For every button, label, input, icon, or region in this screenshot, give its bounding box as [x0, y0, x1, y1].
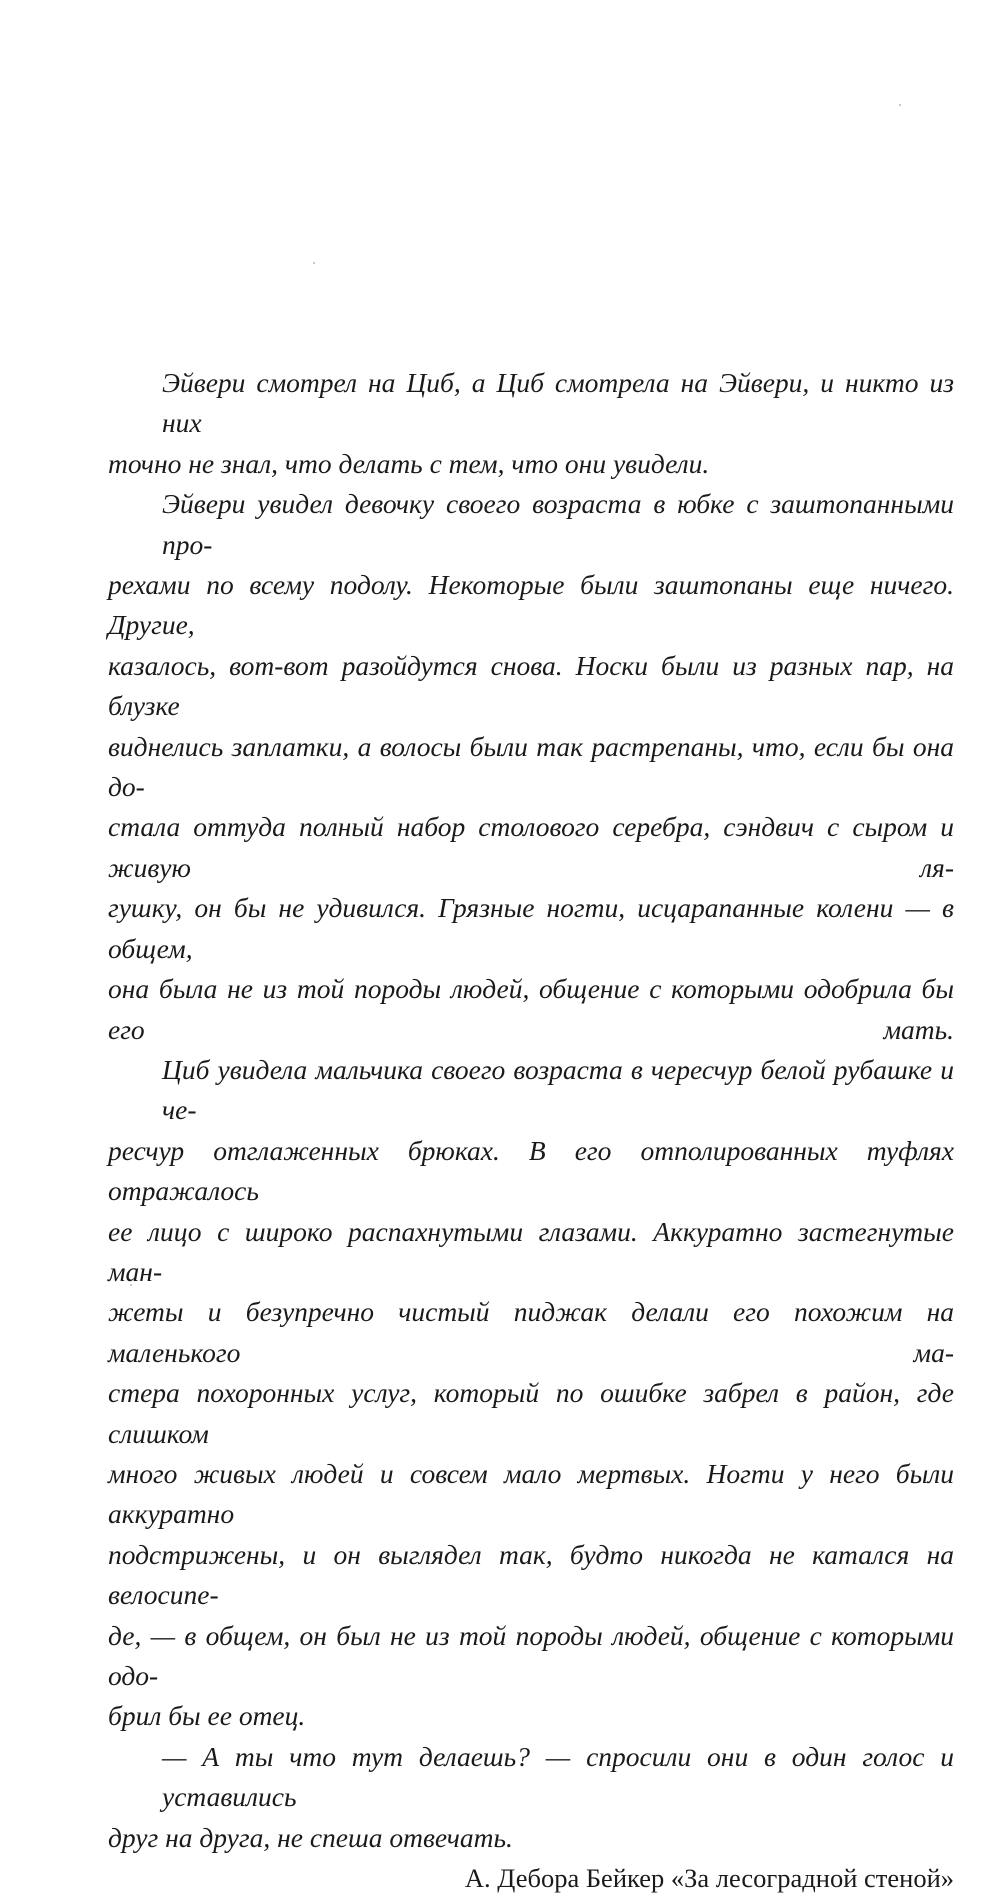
text-line: Эйвери смотрел на Циб, а Циб смотрела на Эйвери, и никто из них: [162, 367, 954, 439]
text-line: друг на друга, не спеша отвечать.: [108, 1821, 513, 1853]
attribution: А. Дебора Бейкер «За лесоградной стеной»: [464, 1863, 954, 1894]
text-line: подстрижены, и он выглядел так, будто никогда не катался на велосипе-: [108, 1538, 954, 1611]
text-line: Циб увидела мальчика своего возраста в чересчур белой рубашке и че-: [162, 1053, 954, 1126]
text-line: много живых людей и совсем мало мертвых. Ногти у него были аккуратно: [108, 1457, 954, 1530]
scan-speck: [899, 104, 901, 106]
text-line: стера похоронных услуг, который по ошибке забрел в район, где слишком: [108, 1377, 954, 1449]
text-line: ресчур отглаженных брюках. В его отполированных туфлях отражалось: [108, 1134, 954, 1207]
text-line: точно не знал, что делать с тем, что они увидели.: [108, 447, 710, 479]
text-line: Эйвери увидел девочку своего возраста в юбке с заштопанными про-: [162, 488, 954, 560]
paragraph-1: [108, 363, 954, 484]
text-line: гушку, он бы не удивился. Грязные ногти, исцарапанные колени — в общем,: [108, 892, 954, 964]
excerpt: [108, 363, 954, 1898]
text-line: де, — в общем, он был не из той породы людей, общение с которыми одо-: [108, 1619, 954, 1691]
paragraph-4: [108, 1737, 954, 1858]
text-line: казалось, вот-вот разойдутся снова. Носки были из разных пар, на блузке: [108, 649, 954, 722]
text-line: стала оттуда полный набор столового серебра, сэндвич с сыром и живую ля-: [108, 811, 954, 883]
scan-speck: [313, 262, 315, 264]
text-line: жеты и безупречно чистый пиджак делали его похожим на маленького ма-: [108, 1296, 954, 1368]
text-line: ее лицо с широко распахнутыми глазами. Аккуратно застегнутые ман-: [108, 1215, 954, 1287]
text-line: брил бы ее отец.: [108, 1700, 306, 1732]
text-line: рехами по всему подолу. Некоторые были заштопаны еще ничего. Другие,: [108, 569, 954, 641]
paragraph-3: [108, 1050, 954, 1737]
paragraph-2: [108, 484, 954, 1050]
text-line: виднелись заплатки, а волосы были так растрепаны, что, если бы она до-: [108, 730, 954, 803]
text-line: она была не из той породы людей, общение с которыми одобрила бы его мать.: [108, 973, 954, 1045]
text-line: — А ты что тут делаешь? — спросили они в один голос и уставились: [162, 1740, 954, 1813]
